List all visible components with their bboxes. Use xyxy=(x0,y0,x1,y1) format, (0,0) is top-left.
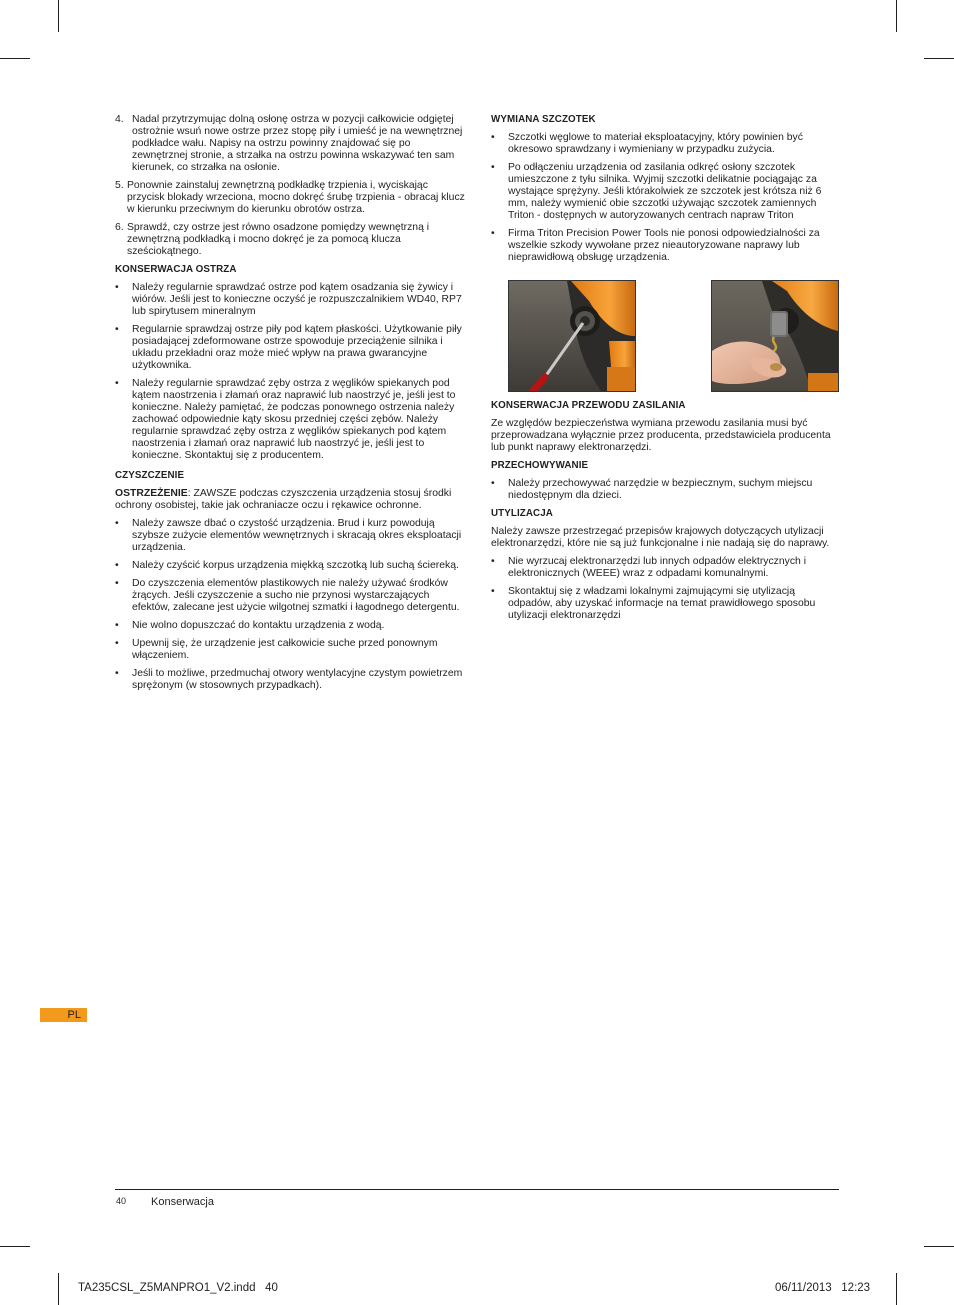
bullet: • xyxy=(491,556,495,567)
bullet: • xyxy=(115,620,119,631)
slug-file: TA235CSL_Z5MANPRO1_V2.indd 40 xyxy=(78,1282,278,1294)
list-item xyxy=(491,556,839,580)
cord-heading: KONSERWACJA PRZEWODU ZASILANIA xyxy=(491,400,686,411)
list-item xyxy=(115,578,465,614)
list-item-text: Nie wolno dopuszczać do kontaktu urządzenia z wodą. xyxy=(132,620,385,631)
cord-paragraph: Ze względów bezpieczeństwa wymiana przewodu zasilania musi być przeprowadzana wyłącznie przez producenta, przedstawiciela producenta lub punkt naprawy elektronarzędzi. xyxy=(491,418,831,453)
right-column-bottom xyxy=(491,400,839,628)
list-item xyxy=(115,282,465,318)
carbon-brush-photo xyxy=(711,280,839,392)
language-tab xyxy=(40,1008,87,1022)
disposal-paragraph: Należy zawsze przestrzegać przepisów krajowych dotyczących utylizacji elektronarzędzi, które nie są już funkcjonalne i nie nadają się do naprawy. xyxy=(491,526,830,549)
brush-heading: WYMIANA SZCZOTEK xyxy=(491,114,596,125)
bullet: • xyxy=(115,518,119,529)
crop-mark xyxy=(896,0,897,32)
step-6 xyxy=(115,222,465,258)
bullet: • xyxy=(491,478,495,489)
list-item-text: Jeśli to możliwe, przedmuchaj otwory wentylacyjne czystym powietrzem sprężonym (w stosownych przypadkach). xyxy=(132,668,463,691)
crop-mark xyxy=(896,1273,897,1305)
bullet: • xyxy=(491,162,495,173)
list-item xyxy=(491,478,839,502)
list-item-text: Należy czyścić korpus urządzenia miękką szczotką lub suchą ściereką. xyxy=(132,560,459,571)
list-item-text: Upewnij się, że urządzenie jest całkowicie suche przed ponownym włączeniem. xyxy=(132,638,438,661)
step-number: 6. xyxy=(115,222,124,233)
bullet: • xyxy=(115,578,119,589)
list-item xyxy=(491,132,839,156)
list-item-text: Do czyszczenia elementów plastikowych nie należy używać środków żrących. Jeśli czyszczenie a sucho nie przynosi wystarczających efektów, zalecane jest użycie wilgotnej szmatki i łagodnego detergentu. xyxy=(132,578,460,613)
bullet: • xyxy=(115,282,119,293)
bullet: • xyxy=(115,668,119,679)
step-text: Nadal przytrzymując dolną osłonę ostrza w pozycji całkowicie odgiętej ostrożnie wsuń nowe ostrze przez stopę piły i umieść je na wewnętrznej podkładce wału. Napisy na ostrzu powinny znajdować się po zewnętrznej stronie, a strzałka na ostrzu powinna wskazywać ten sam kierunek, co strzałka na osłonie. xyxy=(132,114,463,173)
step-5 xyxy=(115,180,465,216)
page-number: 40 xyxy=(116,1196,127,1206)
cleaning-heading: CZYSZCZENIE xyxy=(115,470,185,481)
step-text: Ponownie zainstaluj zewnętrzną podkładkę trzpienia i, wyciskając przycisk blokady wrzeciona, mocno dokręć śrubę trzpienia - obracaj klucz w kierunku przeciwnym do kierunku obrotów ostrza. xyxy=(127,180,465,215)
brush-cap-removal-image xyxy=(509,281,635,391)
bullet: • xyxy=(115,560,119,571)
right-column-top xyxy=(491,114,839,270)
crop-mark xyxy=(0,1246,30,1247)
crop-mark xyxy=(0,58,30,59)
step-text: Sprawdź, czy ostrze jest równo osadzone pomiędzy wewnętrzną i zewnętrzną podkładką i mocno dokręć je za pomocą klucza sześciokątnego. xyxy=(127,222,430,257)
left-column xyxy=(115,114,465,698)
list-item xyxy=(491,162,839,222)
brush-cap-removal-photo xyxy=(508,280,636,392)
list-item-text: Firma Triton Precision Power Tools nie ponosi odpowiedzialności za wszelkie szkody wywołane przez nieautoryzowane naprawy lub nieprawidłową obsługę urządzenia. xyxy=(508,228,820,263)
list-item-text: Nie wyrzucaj elektronarzędzi lub innych odpadów elektrycznych i elektronicznych (WEEE) wraz z odpadami komunalnymi. xyxy=(508,556,807,579)
step-4 xyxy=(115,114,465,174)
storage-heading: PRZECHOWYWANIE xyxy=(491,460,589,471)
slug-date: 06/11/2013 12:23 xyxy=(775,1282,871,1294)
crop-mark xyxy=(924,1246,954,1247)
list-item xyxy=(115,378,465,462)
carbon-brush-image xyxy=(712,281,838,391)
bullet: • xyxy=(115,324,119,335)
section-name: Konserwacja xyxy=(151,1196,214,1208)
bullet: • xyxy=(491,132,495,143)
disposal-heading: UTYLIZACJA xyxy=(491,508,553,519)
list-item-text: Należy regularnie sprawdzać ostrze pod kątem osadzania się żywicy i wiórów. Jeśli jest to konieczne oczyść je rozpuszczalnikiem WD40, RP7 lub spirytusem mineralnym xyxy=(132,282,462,317)
list-item-text: Skontaktuj się z władzami lokalnymi zajmującymi się utylizacją odpadów, aby uzyskać informacje na temat prawidłowego sposobu utylizacji elektronarzędzi xyxy=(508,586,816,621)
list-item xyxy=(115,518,465,554)
warning-paragraph xyxy=(115,488,465,512)
crop-mark xyxy=(58,0,59,32)
crop-mark xyxy=(924,58,954,59)
list-item xyxy=(115,560,465,572)
list-item-text: Regularnie sprawdzaj ostrze piły pod kątem płaskości. Użytkowanie piły posiadającej zdeformowane ostrze spowoduje przeciążenie silnika i układu przekładni oraz może mieć wpływ na prawa gwarancyjne użytkownika. xyxy=(132,324,462,371)
list-item-text: Po odłączeniu urządzenia od zasilania odkręć osłony szczotek umieszczone z tyłu silnika. Wyjmij szczotki delikatnie pociągając za wystające sprężyny. Jeśli którakolwiek ze szczotek jest krótsza niż 6 mm, należy wymienić obie szczotki używając szczotek zamiennych Triton - dostępnych w autoryzowanych centrach napraw Triton xyxy=(508,162,822,221)
warning-text: : ZAWSZE podczas czyszczenia urządzenia stosuj środki ochrony osobistej, takie jak ochraniacze oczu i rękawice ochronne. xyxy=(115,488,452,511)
list-item xyxy=(115,324,465,372)
list-item xyxy=(115,638,465,662)
list-item xyxy=(115,668,465,692)
bullet: • xyxy=(115,638,119,649)
step-number: 4. xyxy=(115,114,124,125)
blade-heading: KONSERWACJA OSTRZA xyxy=(115,264,237,275)
list-item-text: Należy zawsze dbać o czystość urządzenia. Brud i kurz powodują szybsze zużycie elementów wewnętrznych i skracają okres eksploatacji urządzenia. xyxy=(132,518,462,553)
list-item xyxy=(491,586,839,622)
warning-label: OSTRZEŻENIE xyxy=(115,488,188,499)
bullet: • xyxy=(491,228,495,239)
list-item xyxy=(115,620,465,632)
list-item-text: Należy regularnie sprawdzać zęby ostrza z węglików spiekanych pod kątem naostrzenia i złamań oraz naprawić lub naostrzyć je, jeśli jest to konieczne. Należy pamiętać, że podczas ponownego ostrzenia należy zachować odpowiednie kąty skosu przedniej części zębów. Należy regularnie sprawdzać zęby ostrza z węglików spiekanych pod kątem naostrzenia i złamań oraz naprawić lub naostrzyć je, jeśli jest to konieczne. Skontaktuj się z producentem. xyxy=(132,378,456,461)
footer-rule xyxy=(115,1189,839,1190)
language-tab-label: PL xyxy=(67,1009,81,1021)
step-number: 5. xyxy=(115,180,124,191)
list-item xyxy=(491,228,839,264)
list-item-text: Szczotki węglowe to materiał eksploatacyjny, który powinien być okresowo sprawdzany i wymieniany w przypadku zużycia. xyxy=(508,132,803,155)
crop-mark xyxy=(58,1273,59,1305)
bullet: • xyxy=(115,378,119,389)
bullet: • xyxy=(491,586,495,597)
list-item-text: Należy przechowywać narzędzie w bezpiecznym, suchym miejscu niedostępnym dla dzieci. xyxy=(508,478,813,501)
